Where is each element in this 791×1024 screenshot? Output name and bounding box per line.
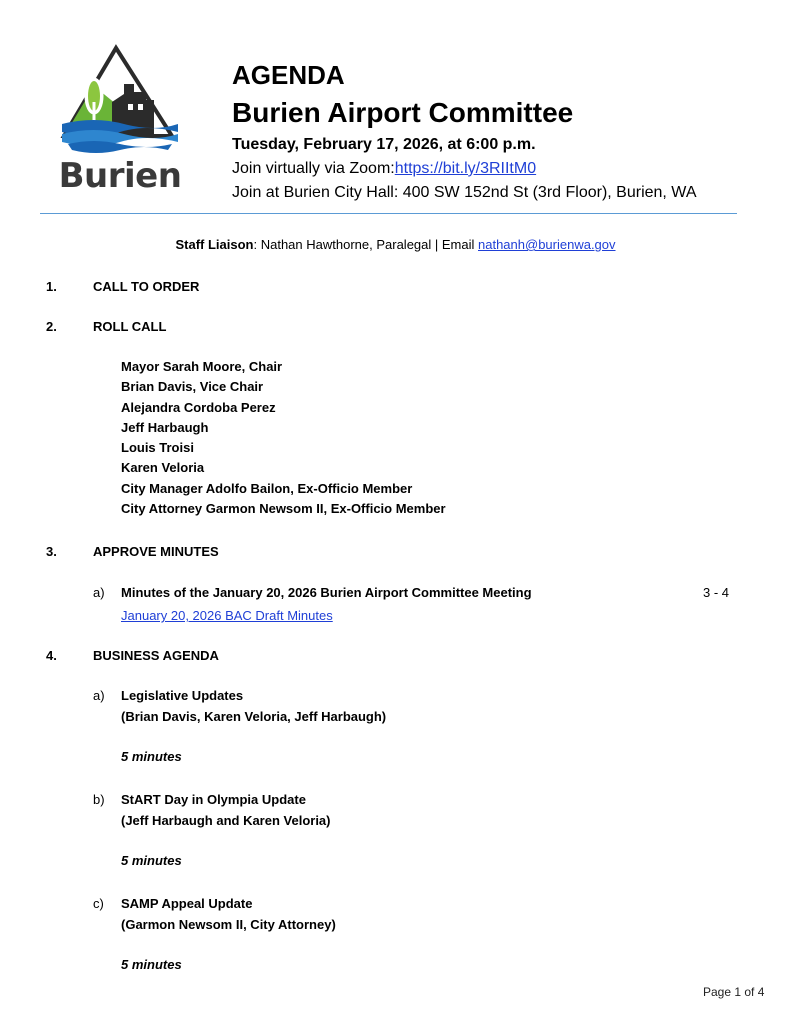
section-2-title: ROLL CALL <box>93 319 167 334</box>
roll-call-member: Brian Davis, Vice Chair <box>121 379 264 395</box>
agenda-title: AGENDA <box>232 60 345 90</box>
minutes-item-title: Minutes of the January 20, 2026 Burien Airport Committee Meeting <box>121 585 532 600</box>
business-item-letter: a) <box>93 688 105 703</box>
logo-mark-icon <box>54 44 186 156</box>
minutes-item-letter: a) <box>93 585 105 600</box>
business-item-presenters: (Jeff Harbaugh and Karen Veloria) <box>121 813 331 828</box>
roll-call-member: Alejandra Cordoba Perez <box>121 399 276 415</box>
roll-call-member: Mayor Sarah Moore, Chair <box>121 359 283 374</box>
logo-wordmark: Burien <box>58 156 182 196</box>
roll-call-member: City Attorney Garmon Newsom II, Ex-Officio Member <box>121 501 446 517</box>
roll-call-list <box>121 357 446 519</box>
staff-liaison-label: Staff Liaison <box>175 237 254 252</box>
section-1-title: CALL TO ORDER <box>93 279 200 294</box>
city-hall-line: Join at Burien City Hall: 400 SW 152nd St (3rd Floor), Burien, WA <box>232 184 697 201</box>
roll-call-member: Jeff Harbaugh <box>121 419 209 435</box>
business-item-title: Legislative Updates <box>121 688 244 703</box>
business-item-duration: 5 minutes <box>121 957 182 972</box>
section-4-title: BUSINESS AGENDA <box>93 648 219 663</box>
zoom-prefix: Join virtually via Zoom: <box>232 160 395 177</box>
section-2-number: 2. <box>46 319 57 334</box>
meeting-datetime: Tuesday, February 17, 2026, at 6:00 p.m. <box>232 136 536 153</box>
business-item-presenters: (Brian Davis, Karen Veloria, Jeff Harbaugh) <box>121 709 387 724</box>
business-item-duration: 5 minutes <box>121 853 182 868</box>
business-item-presenters: (Garmon Newsom II, City Attorney) <box>121 917 336 932</box>
business-item-title: StART Day in Olympia Update <box>121 792 306 807</box>
minutes-item-pages: 3 - 4 <box>703 585 730 600</box>
roll-call-member: City Manager Adolfo Bailon, Ex-Officio Member <box>121 480 413 496</box>
burien-logo <box>54 44 186 196</box>
zoom-line <box>232 160 536 178</box>
roll-call-member: Karen Veloria <box>121 460 205 476</box>
staff-liaison-line <box>0 237 791 252</box>
staff-email-link[interactable]: nathanh@burienwa.gov <box>478 237 616 252</box>
business-item-letter: b) <box>93 792 105 807</box>
zoom-link[interactable]: https://bit.ly/3RIItM0 <box>394 160 537 177</box>
page-number: Page 1 of 4 <box>703 985 765 999</box>
section-3-number: 3. <box>46 544 57 559</box>
header-divider <box>40 213 737 214</box>
business-item-title: SAMP Appeal Update <box>121 896 253 911</box>
section-3-title: APPROVE MINUTES <box>93 544 219 559</box>
business-item-letter: c) <box>93 896 104 911</box>
section-4-number: 4. <box>46 648 57 663</box>
staff-liaison-text: : Nathan Hawthorne, Paralegal | Email <box>253 237 478 252</box>
business-item-duration: 5 minutes <box>121 749 182 764</box>
committee-title: Burien Airport Committee <box>232 97 574 128</box>
draft-minutes-link[interactable]: January 20, 2026 BAC Draft Minutes <box>121 608 333 623</box>
roll-call-member: Louis Troisi <box>121 440 194 456</box>
section-1-number: 1. <box>46 279 57 294</box>
